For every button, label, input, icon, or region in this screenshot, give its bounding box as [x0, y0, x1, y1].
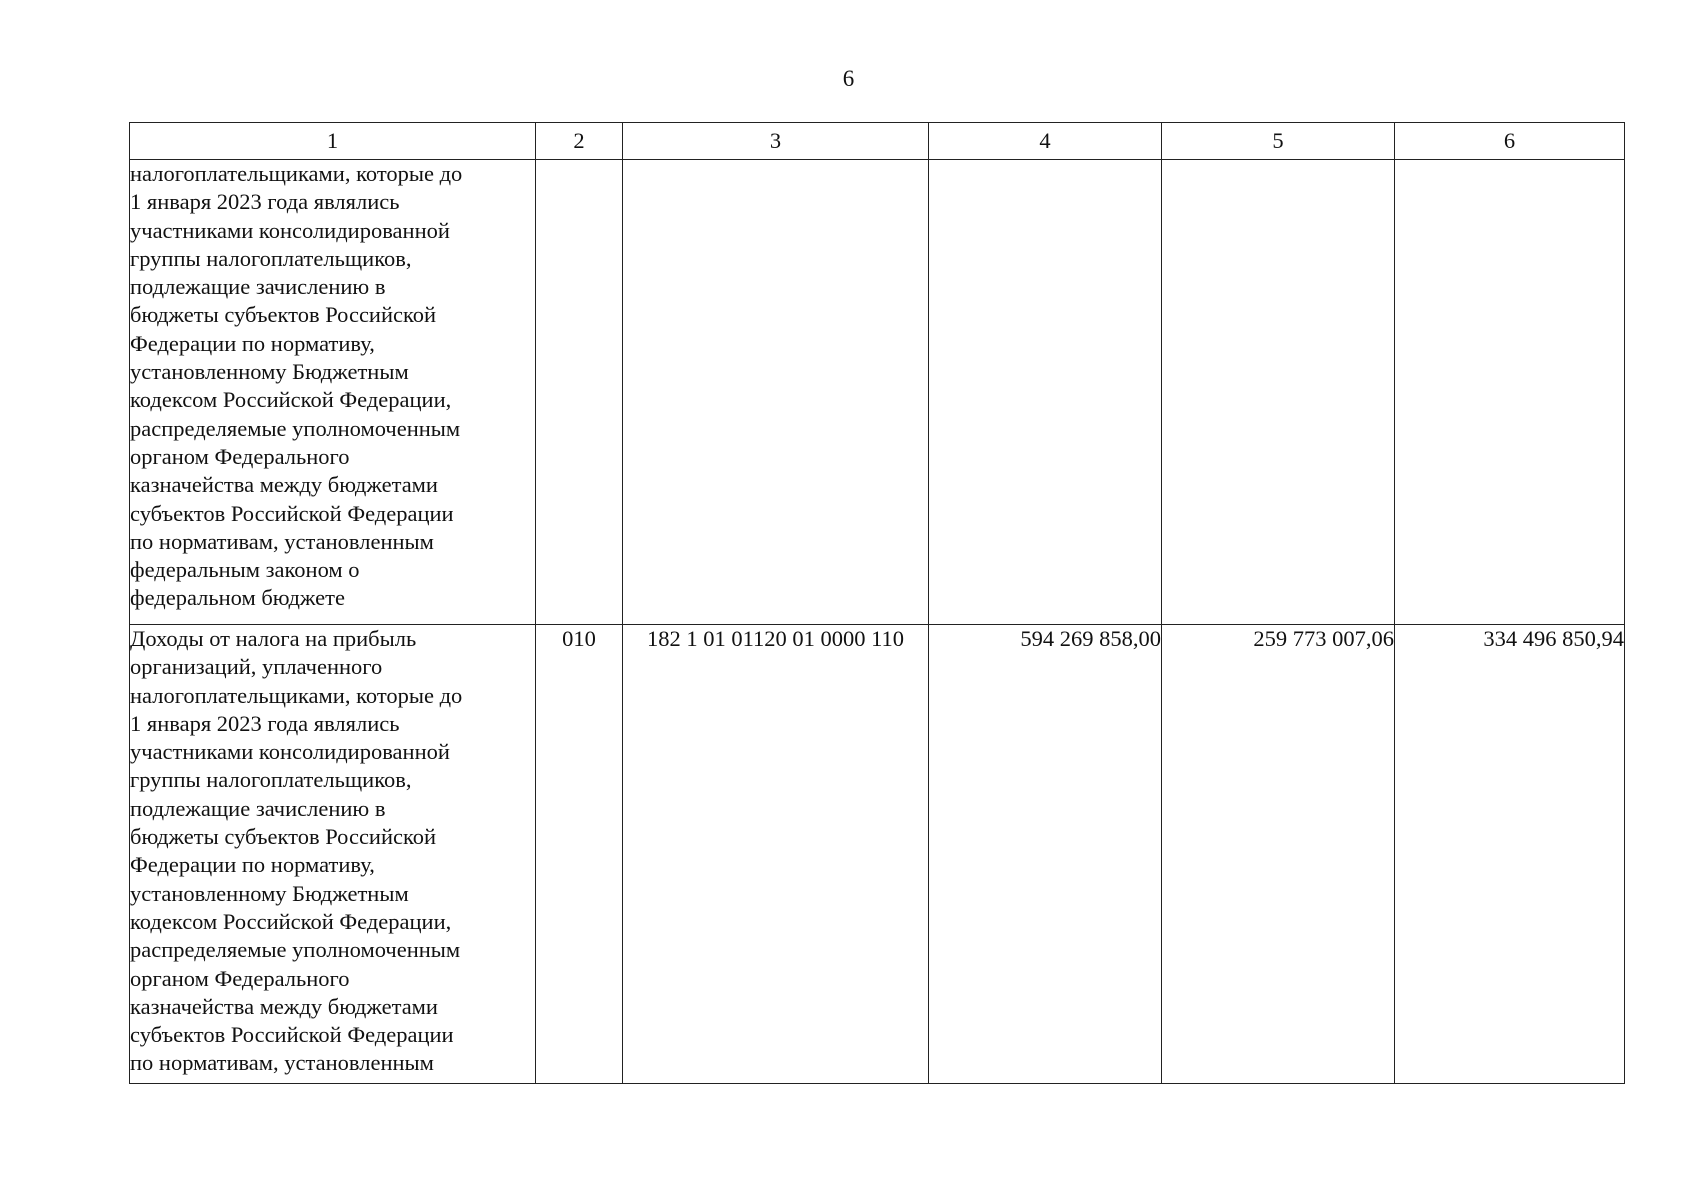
row-name-cell: налогоплательщиками, которые до 1 января 2023 года являлись участниками консолидированной группы налогоплательщиков, подлежащие зачислению в бюджеты субъектов Российской Федерации по нормативу, установленному Бюджетным кодексом Российской Федерации, распределяемые уполномоченным органом Федерального казначейства между бюджетами субъектов Российской Федерации по нормативам, установленным федеральным законом о федеральном бюджете	[130, 160, 536, 625]
header-col-2: 2	[536, 123, 623, 160]
header-col-4: 4	[929, 123, 1162, 160]
header-col-5: 5	[1162, 123, 1395, 160]
revenue-table	[129, 122, 1625, 1084]
row-kbk-cell: 182 1 01 01120 01 0000 110	[623, 625, 929, 1084]
row-col5-cell: 259 773 007,06	[1162, 625, 1395, 1084]
table-row	[130, 625, 1625, 1084]
header-col-3: 3	[623, 123, 929, 160]
row-col6-cell	[1395, 160, 1625, 625]
header-col-6: 6	[1395, 123, 1625, 160]
row-col5-cell	[1162, 160, 1395, 625]
row-col4-cell: 594 269 858,00	[929, 625, 1162, 1084]
row-kbk-cell	[623, 160, 929, 625]
row-code-cell: 010	[536, 625, 623, 1084]
page-number: 6	[842, 66, 855, 91]
table-row	[130, 160, 1625, 625]
row-name-cell: Доходы от налога на прибыль организаций, уплаченного налогоплательщиками, которые до 1 января 2023 года являлись участниками консолидированной группы налогоплательщиков, подлежащие зачислению в бюджеты субъектов Российской Федерации по нормативу, установленному Бюджетным кодексом Российской Федерации, распределяемые уполномоченным органом Федерального казначейства между бюджетами субъектов Российской Федерации по нормативам, установленным	[130, 625, 536, 1084]
row-code-cell	[536, 160, 623, 625]
header-col-1: 1	[130, 123, 536, 160]
row-col4-cell	[929, 160, 1162, 625]
header-row	[130, 123, 1625, 160]
row-col6-cell: 334 496 850,94	[1395, 625, 1625, 1084]
